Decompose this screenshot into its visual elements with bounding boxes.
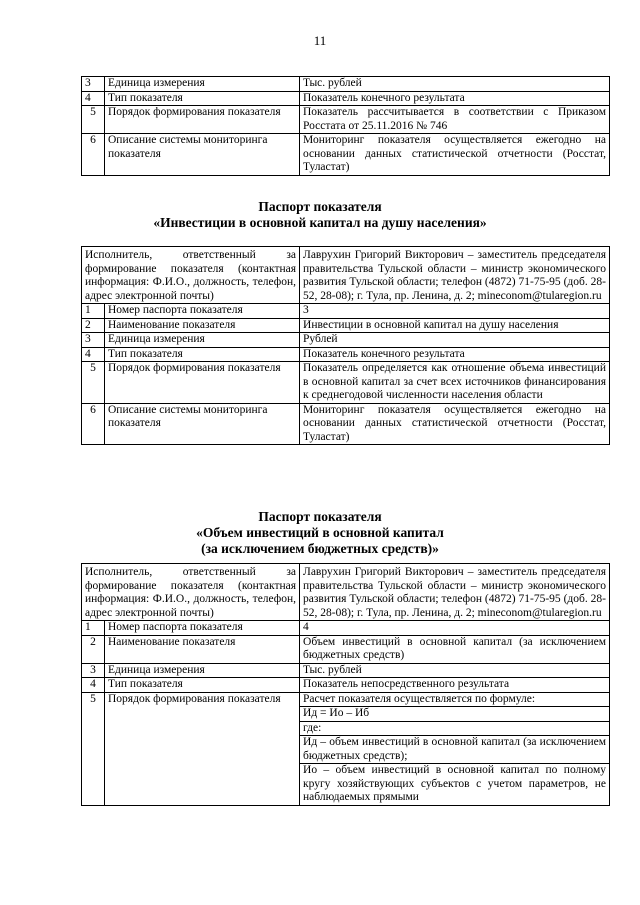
row-name: Порядок формирования показателя bbox=[105, 106, 300, 134]
executor-row bbox=[82, 247, 610, 304]
executor-value: Лаврухин Григорий Викторович – заместитель председателя правительства Тульской области – министр экономического развития Тульской области; телефон (4872) 71-75-95 (доб. 28-52, 28-08); г. Тула, пр. Ленина, д. 2; mineconom@tularegion.ru bbox=[300, 247, 610, 304]
table-row bbox=[82, 333, 610, 348]
row-name: Единица измерения bbox=[105, 663, 300, 678]
row-name: Единица измерения bbox=[105, 77, 300, 92]
table-row bbox=[82, 635, 610, 663]
passport-2-title bbox=[0, 509, 640, 557]
row-value: Мониторинг показателя осуществляется ежегодно на основании данных статистической отчетности (Росстат, Туластат) bbox=[300, 403, 610, 445]
row-name: Порядок формирования показателя bbox=[105, 692, 300, 805]
page-number: 11 bbox=[313, 33, 327, 48]
row-number: 1 bbox=[82, 304, 105, 319]
row-number: 6 bbox=[82, 134, 105, 176]
row-name: Описание системы мониторинга показателя bbox=[105, 403, 300, 445]
executor-row bbox=[82, 564, 610, 621]
row-value: Инвестиции в основной капитал на душу населения bbox=[300, 318, 610, 333]
passport-1-title-line1: Паспорт показателя bbox=[258, 199, 382, 214]
row-name: Наименование показателя bbox=[105, 318, 300, 333]
row-name: Наименование показателя bbox=[105, 635, 300, 663]
table-row bbox=[82, 692, 610, 805]
table-row bbox=[82, 318, 610, 333]
row-name: Тип показателя bbox=[105, 347, 300, 362]
formula-line: где: bbox=[300, 722, 609, 737]
row-value: Показатель конечного результата bbox=[300, 91, 610, 106]
formula-line: Ид – объем инвестиций в основной капитал (за исключением бюджетных средств); bbox=[300, 736, 609, 764]
row-number: 1 bbox=[82, 621, 105, 636]
row-name: Описание системы мониторинга показателя bbox=[105, 134, 300, 176]
row-value: Тыс. рублей bbox=[300, 77, 610, 92]
row-number: 2 bbox=[82, 318, 105, 333]
row-value: Показатель непосредственного результата bbox=[300, 678, 610, 693]
table-row bbox=[82, 403, 610, 445]
row-value: Объем инвестиций в основной капитал (за исключением бюджетных средств) bbox=[300, 635, 610, 663]
row-number: 4 bbox=[82, 91, 105, 106]
table-row bbox=[82, 362, 610, 404]
passport-1-table bbox=[81, 246, 610, 445]
row-name: Тип показателя bbox=[105, 678, 300, 693]
row-name: Тип показателя bbox=[105, 91, 300, 106]
table-row bbox=[82, 347, 610, 362]
row-value: 4 bbox=[300, 621, 610, 636]
passport-2-title-line3: (за исключением бюджетных средств)» bbox=[201, 541, 439, 556]
row-number: 5 bbox=[82, 692, 105, 805]
passport-1-title bbox=[0, 199, 640, 231]
row-number: 3 bbox=[82, 77, 105, 92]
row-number: 4 bbox=[82, 678, 105, 693]
formula-line: Ид = Ио – Иб bbox=[300, 707, 609, 722]
top-table bbox=[81, 76, 610, 176]
table-row bbox=[82, 304, 610, 319]
table-row bbox=[82, 91, 610, 106]
row-number: 2 bbox=[82, 635, 105, 663]
row-value: Мониторинг показателя осуществляется ежегодно на основании данных статистической отчетности (Росстат, Туластат) bbox=[300, 134, 610, 176]
table-row bbox=[82, 134, 610, 176]
table-row bbox=[82, 621, 610, 636]
table-row bbox=[82, 106, 610, 134]
executor-label: Исполнитель, ответственный за формирование показателя (контактная информация: Ф.И.О., должность, телефон, адрес электронной почты) bbox=[82, 564, 300, 621]
row-number: 3 bbox=[82, 333, 105, 348]
passport-2-title-line1: Паспорт показателя bbox=[258, 509, 382, 524]
formula-line: Расчет показателя осуществляется по формуле: bbox=[300, 693, 609, 708]
formula-line: Ио – объем инвестиций в основной капитал по полному кругу хозяйствующих субъектов с учетом параметров, не наблюдаемых прямыми bbox=[303, 764, 606, 803]
passport-1-title-line2: «Инвестиции в основной капитал на душу населения» bbox=[153, 215, 487, 230]
row-name: Единица измерения bbox=[105, 333, 300, 348]
executor-label: Исполнитель, ответственный за формирование показателя (контактная информация: Ф.И.О., должность, телефон, адрес электронной почты) bbox=[82, 247, 300, 304]
row-name: Номер паспорта показателя bbox=[105, 621, 300, 636]
executor-value: Лаврухин Григорий Викторович – заместитель председателя правительства Тульской области – министр экономического развития Тульской области; телефон (4872) 71-75-95 (доб. 28-52, 28-08); г. Тула, пр. Ленина, д. 2; mineconom@tularegion.ru bbox=[300, 564, 610, 621]
table-row bbox=[82, 77, 610, 92]
row-value: Рублей bbox=[300, 333, 610, 348]
row-value: Тыс. рублей bbox=[300, 663, 610, 678]
row-number: 6 bbox=[82, 403, 105, 445]
row-value: Показатель рассчитывается в соответствии с Приказом Росстата от 25.11.2016 № 746 bbox=[300, 106, 610, 134]
formula-cell bbox=[300, 692, 610, 805]
row-value: Показатель определяется как отношение объема инвестиций в основной капитал за счет всех источников финансирования к среднегодовой численности населения области bbox=[300, 362, 610, 404]
row-number: 5 bbox=[82, 362, 105, 404]
passport-2-table bbox=[81, 563, 610, 806]
row-name: Номер паспорта показателя bbox=[105, 304, 300, 319]
table-row bbox=[82, 678, 610, 693]
row-number: 4 bbox=[82, 347, 105, 362]
row-value: Показатель конечного результата bbox=[300, 347, 610, 362]
row-value: 3 bbox=[300, 304, 610, 319]
passport-2-title-line2: «Объем инвестиций в основной капитал bbox=[196, 525, 444, 540]
row-number: 5 bbox=[82, 106, 105, 134]
row-name: Порядок формирования показателя bbox=[105, 362, 300, 404]
table-row bbox=[82, 663, 610, 678]
row-number: 3 bbox=[82, 663, 105, 678]
